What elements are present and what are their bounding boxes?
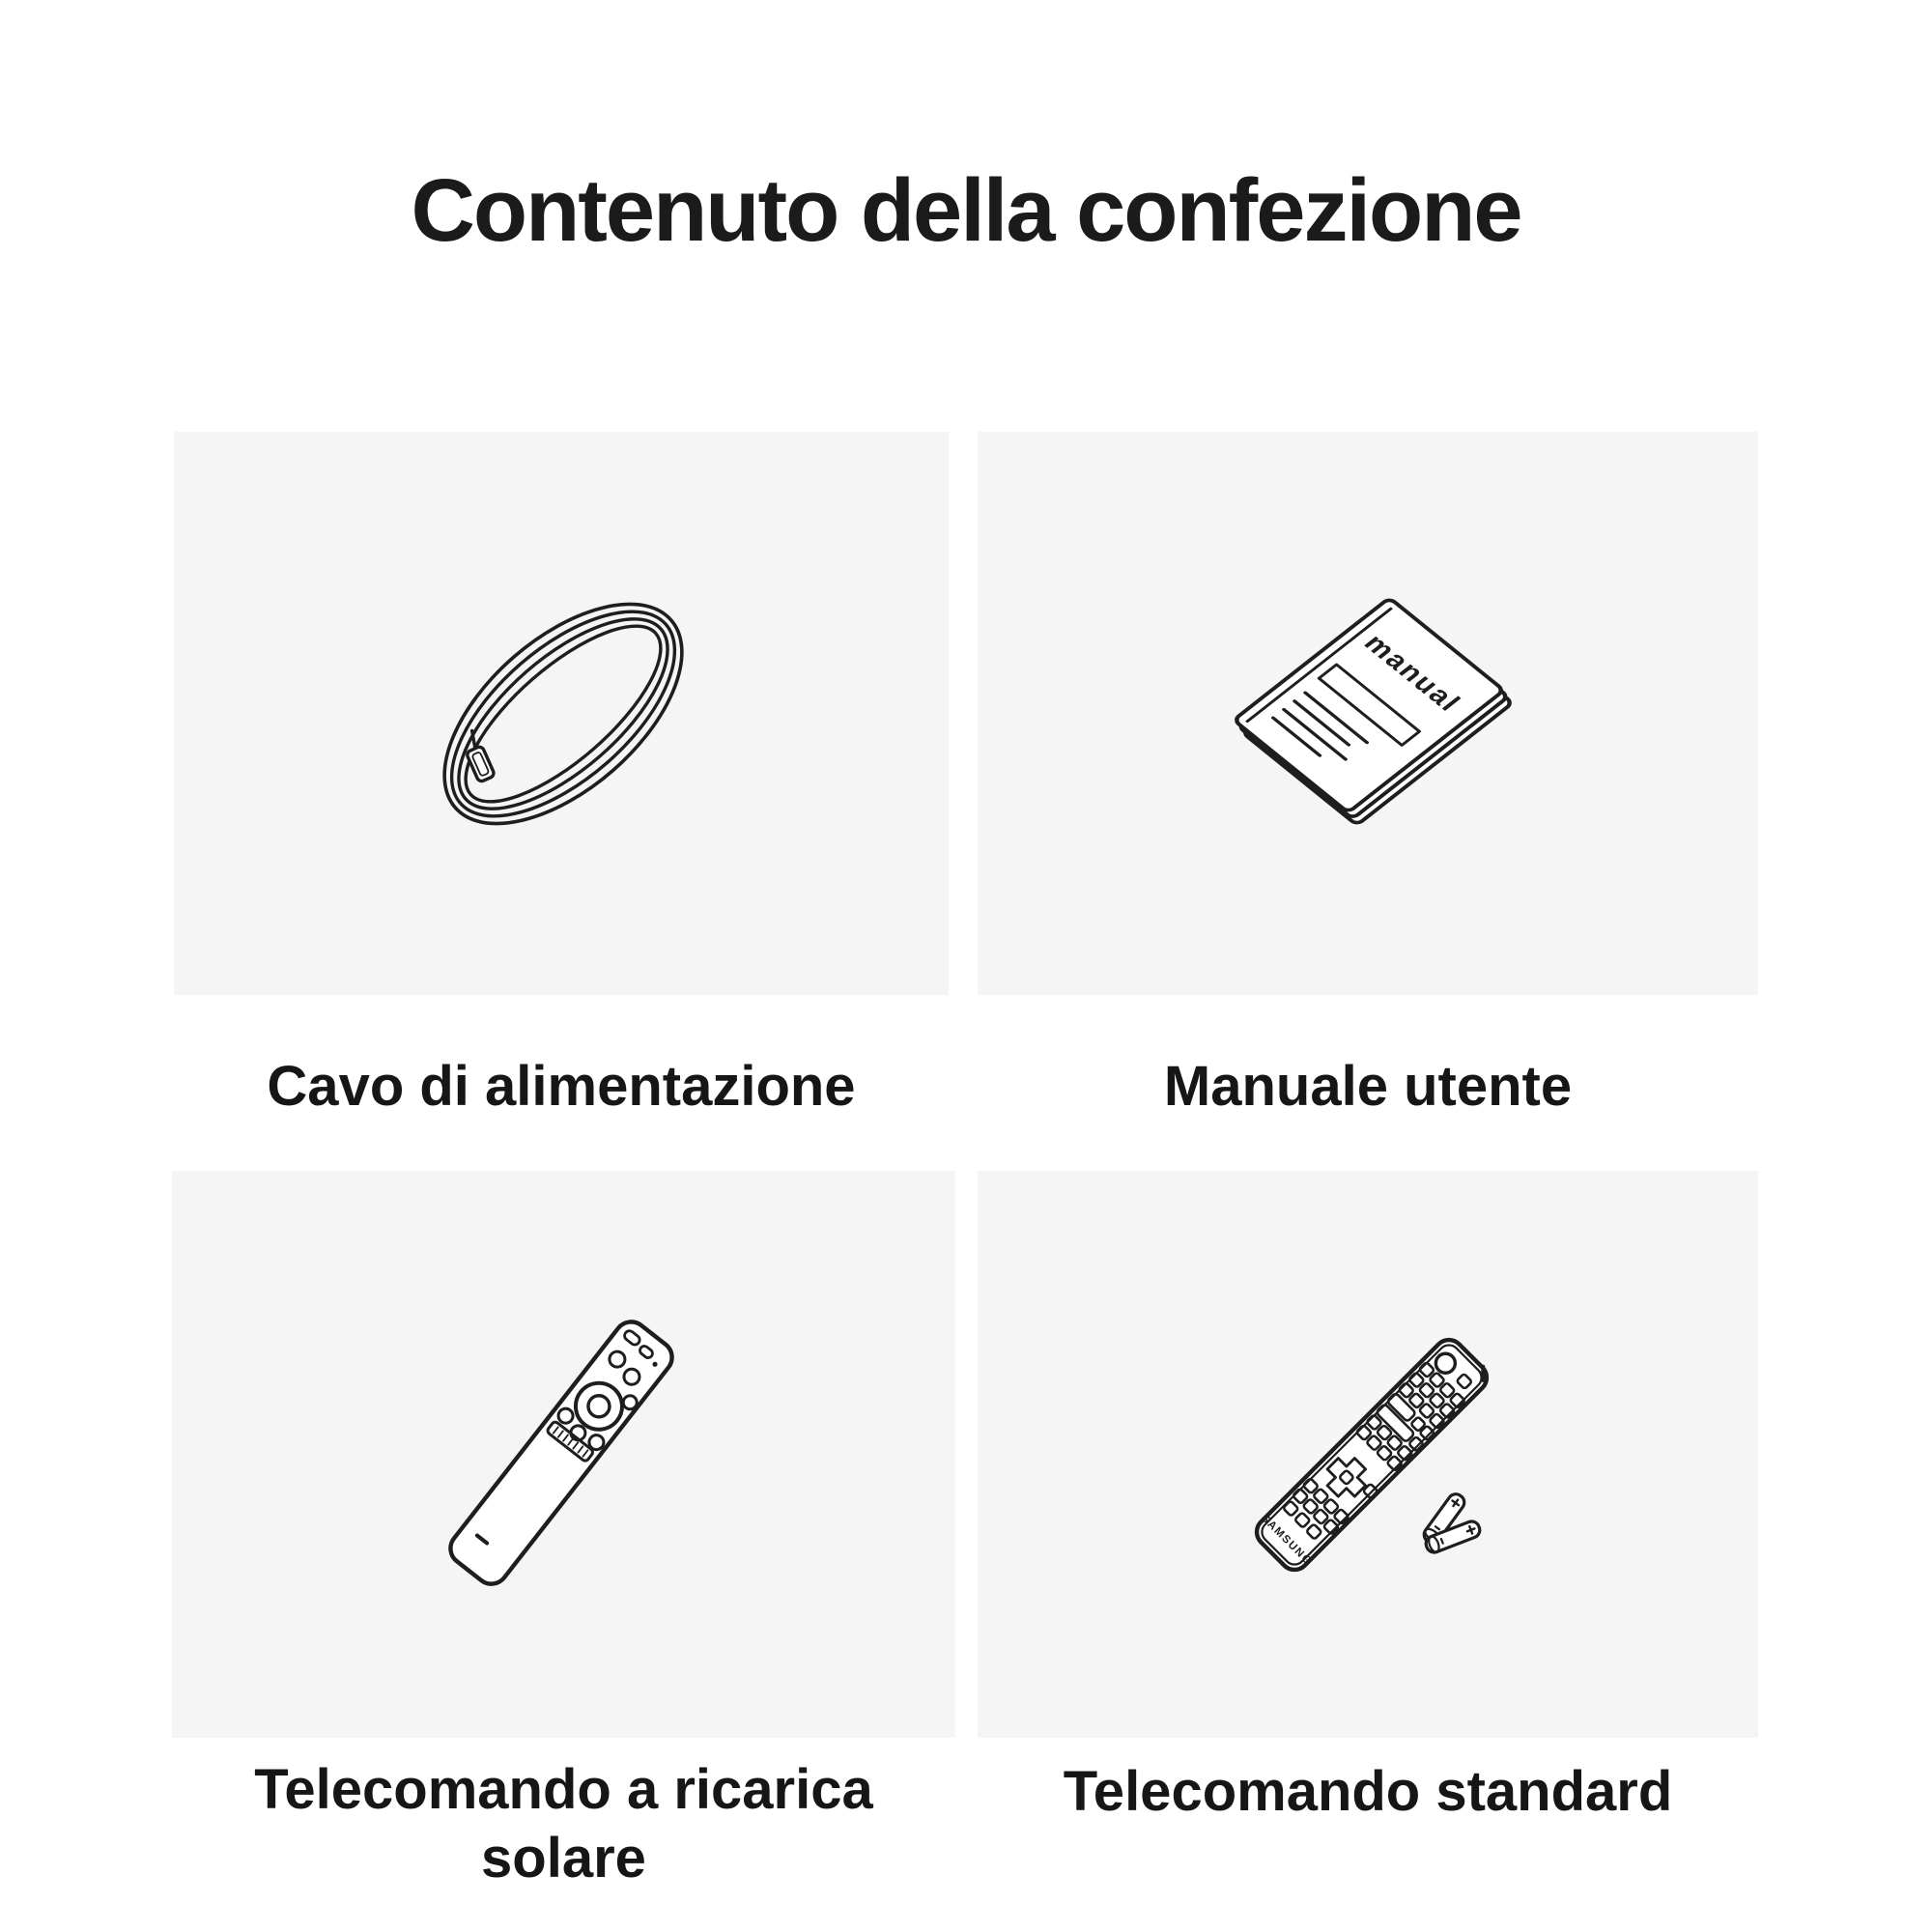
item-label-text: Telecomando standard [1063,1760,1673,1823]
item-label-text: Telecomando a ricarica solare [254,1758,873,1889]
item-label-power-cable [174,1053,949,1122]
tile-user-manual [978,432,1758,995]
user-manual-booklet-icon [978,432,1758,995]
power-cable-coil-icon [174,432,949,995]
tile-standard-remote [978,1171,1758,1738]
item-label-user-manual [978,1053,1758,1122]
item-label-text: Cavo di alimentazione [267,1055,856,1118]
manual-cover-text: manual [1357,629,1467,718]
tile-solar-remote [172,1171,955,1738]
page-title: Contenuto della confezione [411,161,1521,260]
tile-power-cable [174,432,949,995]
solar-remote-icon [172,1171,955,1738]
remote-brand-text: SAMSUNG [1258,1512,1315,1569]
item-label-solar-remote [172,1756,955,1893]
item-label-standard-remote [978,1758,1758,1827]
item-label-text: Manuale utente [1163,1055,1573,1118]
standard-remote-with-batteries-icon [978,1171,1758,1738]
